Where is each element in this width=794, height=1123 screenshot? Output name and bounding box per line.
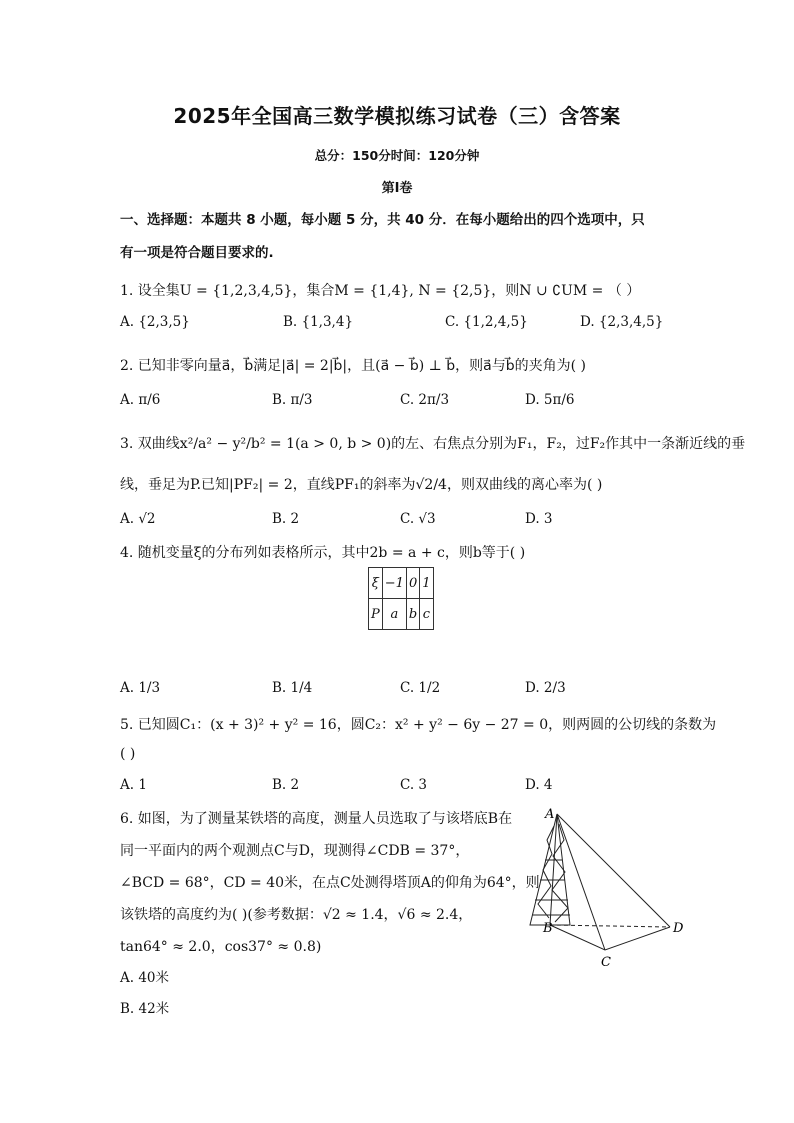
label-b: B xyxy=(543,921,553,936)
question-2-stem: 2. 已知非零向量a⃗，b⃗满足|a⃗| = 2|b⃗|，且(a⃗ − b⃗) ⊥ b⃗，则a⃗与b⃗的夹角为( ) xyxy=(120,358,586,374)
question-2-option-b: B. π/3 xyxy=(272,392,313,408)
table-cell: a xyxy=(382,599,406,630)
question-3-option-a: A. √2 xyxy=(120,511,156,527)
table-row xyxy=(369,599,434,630)
question-4-option-b: B. 1/4 xyxy=(272,680,313,696)
question-3-line1: 3. 双曲线x²/a² − y²/b² = 1(a > 0, b > 0)的左、右焦点分别为F₁，F₂，过F₂作其中一条渐近线的垂 xyxy=(120,436,746,452)
question-3-line2: 线，垂足为P.已知|PF₂| = 2，直线PF₁的斜率为√2/4，则双曲线的离心率为( ) xyxy=(120,477,603,493)
question-4-option-c: C. 1/2 xyxy=(400,680,441,696)
label-d: D xyxy=(673,921,684,936)
question-5-line2: ( ) xyxy=(120,746,136,762)
tower-figure xyxy=(525,800,685,975)
question-6-option-b: B. 42米 xyxy=(120,1001,170,1017)
question-1-option-d: D. {2,3,4,5} xyxy=(580,314,664,330)
line-a-c xyxy=(557,814,605,950)
table-cell: −1 xyxy=(382,568,406,599)
question-3-option-d: D. 3 xyxy=(525,511,553,527)
question-3-option-c: C. √3 xyxy=(400,511,436,527)
line-a-d xyxy=(557,814,670,927)
question-6-line4: 该铁塔的高度约为( )(参考数据：√2 ≈ 1.4，√6 ≈ 2.4， xyxy=(120,907,473,923)
question-5-option-d: D. 4 xyxy=(525,777,553,793)
question-2-option-a: A. π/6 xyxy=(120,392,161,408)
question-6-line2: 同一平面内的两个观测点C与D，现测得∠CDB = 37°， xyxy=(120,843,470,859)
page-title: 2025年全国高三数学模拟练习试卷（三）含答案 xyxy=(173,104,621,128)
table-cell: 1 xyxy=(420,568,433,599)
table-row xyxy=(369,568,434,599)
question-1-option-b: B. {1,3,4} xyxy=(283,314,354,330)
label-a: A xyxy=(545,807,555,822)
question-1-option-c: C. {1,2,4,5} xyxy=(445,314,528,330)
section-instructions-line1: 一、选择题：本题共 8 小题，每小题 5 分，共 40 分．在每小题给出的四个选项中，只 xyxy=(120,212,645,228)
label-c: C xyxy=(601,955,611,970)
section-instructions-line2: 有一项是符合题目要求的. xyxy=(120,245,274,261)
table-cell: c xyxy=(420,599,433,630)
question-6-line3: ∠BCD = 68°，CD = 40米，在点C处测得塔顶A的仰角为64°，则 xyxy=(120,875,540,891)
table-cell: 0 xyxy=(406,568,419,599)
question-6-option-a: A. 40米 xyxy=(120,970,170,986)
table-cell: P xyxy=(369,599,383,630)
distribution-table xyxy=(368,567,434,630)
question-5-option-c: C. 3 xyxy=(400,777,428,793)
question-4-option-d: D. 2/3 xyxy=(525,680,566,696)
question-4-stem: 4. 随机变量ξ的分布列如表格所示，其中2b = a + c，则b等于( ) xyxy=(120,545,526,561)
question-5-line1: 5. 已知圆C₁：(x + 3)² + y² = 16，圆C₂：x² + y² − 6y − 27 = 0，则两圆的公切线的条数为 xyxy=(120,717,717,733)
question-6-line1: 6. 如图，为了测量某铁塔的高度，测量人员选取了与该塔底B在 xyxy=(120,811,513,827)
question-2-option-d: D. 5π/6 xyxy=(525,392,575,408)
question-5-option-b: B. 2 xyxy=(272,777,300,793)
part-heading: 第Ⅰ卷 xyxy=(381,181,413,196)
table-cell: ξ xyxy=(369,568,383,599)
question-1-stem: 1. 设全集U = {1,2,3,4,5}，集合M = {1,4}, N = {2,5}，则N ∪ ∁UM = （ ） xyxy=(120,283,641,299)
table-cell: b xyxy=(406,599,419,630)
question-2-option-c: C. 2π/3 xyxy=(400,392,450,408)
question-6-line5: tan64° ≈ 2.0，cos37° ≈ 0.8) xyxy=(120,939,322,955)
tower-outline xyxy=(530,814,570,925)
question-3-option-b: B. 2 xyxy=(272,511,300,527)
question-4-option-a: A. 1/3 xyxy=(120,680,161,696)
question-5-option-a: A. 1 xyxy=(120,777,147,793)
question-1-option-a: A. {2,3,5} xyxy=(120,314,190,330)
exam-info: 总分：150分时间：120分钟 xyxy=(314,148,480,163)
